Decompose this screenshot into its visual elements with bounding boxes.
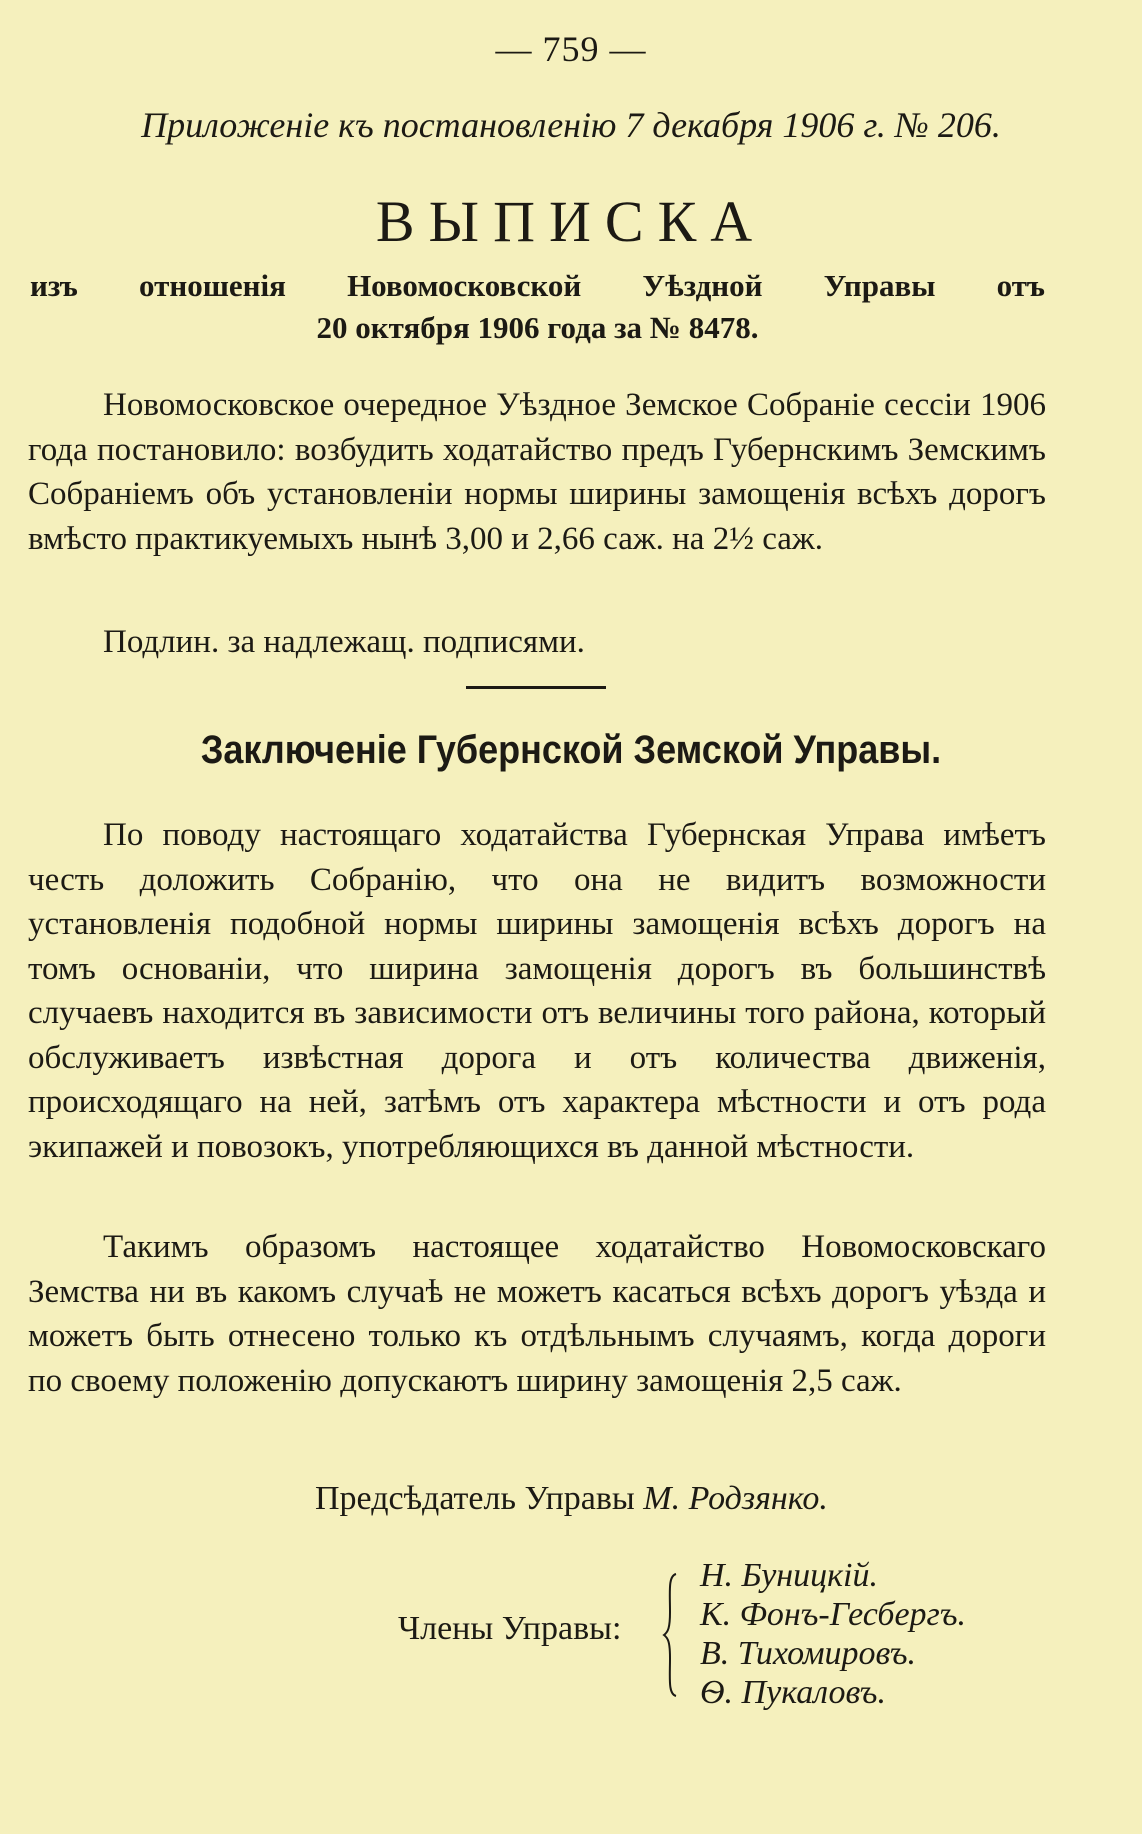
paragraph-conclusion: По поводу настоящаго ходатайства Губернская Управа имѣетъ честь доложить Собранію, что она не видитъ возможности установленія подобной нормы ширины замощенія всѣхъ дорогъ на томъ основаніи, что ширина замощенія дорогъ въ большинствѣ случаевъ находится въ зависимости отъ величины того района, который обслуживаетъ извѣстная дорога и отъ количества движенія, происходящаго на ней, затѣмъ отъ характера мѣстности и отъ рода экипажей и повозокъ, употребляющихся въ данной мѣстности. — [28, 817, 1046, 1165]
subtitle-line-1: изъ отношенія Новомосковской Уѣздной Управы отъ — [30, 268, 1045, 303]
members-list — [700, 1556, 966, 1712]
paragraph-petition: Новомосковское очередное Уѣздное Земское Собраніе сессіи 1906 года постановило: возбудить ходатайство предъ Губернскимъ Земскимъ Собраніемъ объ установленіи нормы ширины замощенія всѣхъ дорогъ вмѣсто практикуемыхъ нынѣ 3,00 и 2,66 саж. на 2½ саж. — [28, 387, 1046, 557]
member-name: Н. Буницкій. — [700, 1557, 879, 1594]
paragraph-signatures-note: Подлин. за надлежащ. подписями. — [103, 624, 585, 660]
section-divider — [466, 686, 606, 689]
chairman-signature-line — [315, 1480, 828, 1518]
member-name: К. Фонъ-Гесбергъ. — [700, 1596, 966, 1633]
paragraph-summary: Такимъ образомъ настоящее ходатайство Новомосковскаго Земства ни въ какомъ случаѣ не можетъ касаться всѣхъ дорогъ уѣзда и можетъ быть отнесено только къ отдѣльнымъ случаямъ, когда дороги по своему положенію допускаютъ ширину замощенія 2,5 саж. — [28, 1229, 1046, 1399]
member-name: Ѳ. Пукаловъ. — [700, 1674, 886, 1711]
chairman-name: М. Родзянко. — [643, 1480, 828, 1517]
subtitle-line-2: 20 октября 1906 года за № 8478. — [316, 310, 759, 345]
appendix-line: Приложеніе къ постановленію 7 декабря 1906 г. № 206. — [141, 105, 1001, 145]
conclusion-heading: Заключеніе Губернской Земской Управы. — [200, 728, 942, 772]
member-name: В. Тихомировъ. — [700, 1635, 916, 1672]
members-label: Члены Управы: — [398, 1610, 622, 1647]
document-title: ВЫПИСКА — [375, 189, 767, 254]
curly-brace-icon — [662, 1572, 678, 1698]
chairman-label: Предсѣдатель Управы — [315, 1480, 635, 1517]
page-number: — 759 — — [495, 29, 647, 69]
